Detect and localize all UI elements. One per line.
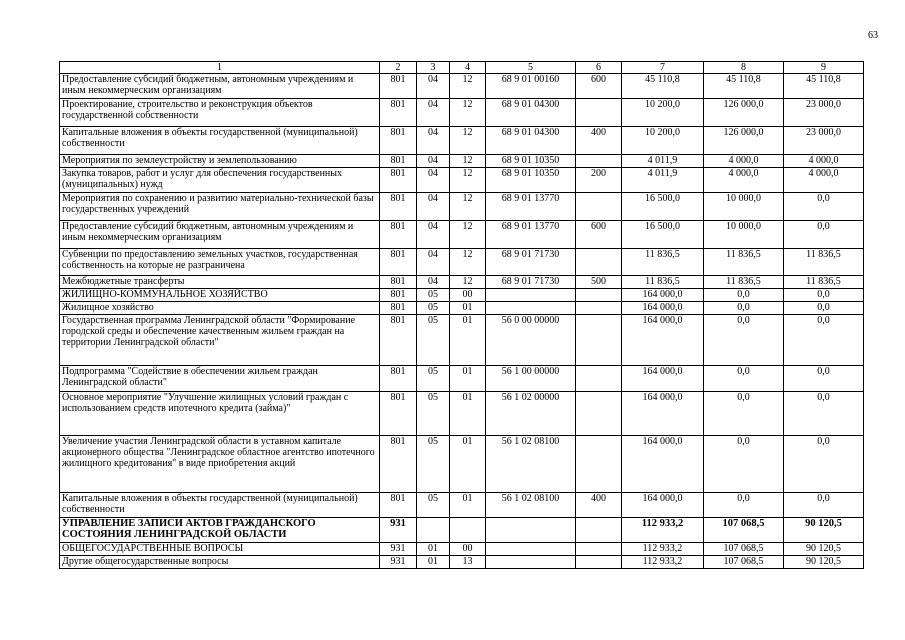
row-name-cell: Проектирование, строительство и реконструкция объектов государственной собственности bbox=[60, 99, 380, 127]
col-5-cell: 68 9 01 10350 bbox=[486, 168, 576, 193]
col-3-cell: 04 bbox=[417, 99, 450, 127]
col-9-cell: 11 836,5 bbox=[784, 276, 864, 289]
row-name-cell: Предоставление субсидий бюджетным, автономным учреждениям и иным некоммерческим организациям bbox=[60, 74, 380, 99]
col-3-cell: 04 bbox=[417, 249, 450, 276]
col-2-cell: 801 bbox=[380, 366, 417, 392]
col-2-cell: 931 bbox=[380, 543, 417, 556]
col-7-cell: 164 000,0 bbox=[622, 366, 704, 392]
col-8-cell: 4 000,0 bbox=[704, 168, 784, 193]
col-9-cell: 0,0 bbox=[784, 366, 864, 392]
col-6-cell bbox=[576, 315, 622, 366]
row-name-cell: Капитальные вложения в объекты государственной (муниципальной) собственности bbox=[60, 493, 380, 518]
row-name-cell: Закупка товаров, работ и услуг для обеспечения государственных (муниципальных) нужд bbox=[60, 168, 380, 193]
col-4-cell: 01 bbox=[450, 302, 486, 315]
row-name-cell: Подпрограмма "Содействие в обеспечении жильем граждан Ленинградской области" bbox=[60, 366, 380, 392]
col-4-cell: 01 bbox=[450, 315, 486, 366]
col-3-cell: 04 bbox=[417, 276, 450, 289]
header-cell: 7 bbox=[622, 62, 704, 74]
col-9-cell: 23 000,0 bbox=[784, 127, 864, 155]
row-name-cell: Мероприятия по сохранению и развитию материально-технической базы государственных учреждений bbox=[60, 193, 380, 221]
col-6-cell bbox=[576, 249, 622, 276]
table-row bbox=[60, 315, 864, 366]
table-row bbox=[60, 392, 864, 436]
col-2-cell: 801 bbox=[380, 289, 417, 302]
col-5-cell: 56 0 00 00000 bbox=[486, 315, 576, 366]
col-8-cell: 107 068,5 bbox=[704, 543, 784, 556]
col-2-cell: 801 bbox=[380, 127, 417, 155]
col-2-cell: 801 bbox=[380, 249, 417, 276]
table-row bbox=[60, 99, 864, 127]
col-5-cell: 56 1 02 08100 bbox=[486, 493, 576, 518]
table-row bbox=[60, 556, 864, 569]
table-row bbox=[60, 276, 864, 289]
table-body bbox=[60, 62, 864, 569]
col-5-cell: 56 1 02 00000 bbox=[486, 392, 576, 436]
col-7-cell: 16 500,0 bbox=[622, 193, 704, 221]
col-2-cell: 801 bbox=[380, 221, 417, 249]
col-8-cell: 0,0 bbox=[704, 289, 784, 302]
col-4-cell: 01 bbox=[450, 493, 486, 518]
col-4-cell bbox=[450, 518, 486, 543]
header-cell: 5 bbox=[486, 62, 576, 74]
row-name-cell: Увеличение участия Ленинградской области в уставном капитале акционерного общества "Ленинградское областное агентство ипотечного жилищного кредитования" в виде приобретения акций bbox=[60, 436, 380, 493]
col-4-cell: 12 bbox=[450, 127, 486, 155]
col-4-cell: 13 bbox=[450, 556, 486, 569]
col-5-cell bbox=[486, 518, 576, 543]
col-7-cell: 164 000,0 bbox=[622, 289, 704, 302]
table-row bbox=[60, 74, 864, 99]
col-8-cell: 10 000,0 bbox=[704, 221, 784, 249]
col-6-cell bbox=[576, 436, 622, 493]
col-9-cell: 0,0 bbox=[784, 315, 864, 366]
col-8-cell: 107 068,5 bbox=[704, 518, 784, 543]
col-8-cell: 0,0 bbox=[704, 493, 784, 518]
header-cell: 9 bbox=[784, 62, 864, 74]
col-4-cell: 12 bbox=[450, 193, 486, 221]
col-3-cell: 04 bbox=[417, 74, 450, 99]
col-2-cell: 931 bbox=[380, 556, 417, 569]
table-row bbox=[60, 168, 864, 193]
col-5-cell: 68 9 01 13770 bbox=[486, 193, 576, 221]
col-5-cell: 68 9 01 10350 bbox=[486, 155, 576, 168]
col-5-cell: 68 9 01 04300 bbox=[486, 127, 576, 155]
col-8-cell: 0,0 bbox=[704, 436, 784, 493]
col-5-cell: 56 1 02 08100 bbox=[486, 436, 576, 493]
col-7-cell: 11 836,5 bbox=[622, 249, 704, 276]
col-4-cell: 12 bbox=[450, 249, 486, 276]
table-row bbox=[60, 193, 864, 221]
col-6-cell bbox=[576, 193, 622, 221]
row-name-cell: Субвенции по предоставлению земельных участков, государственная собственность на которые не разграничена bbox=[60, 249, 380, 276]
col-6-cell bbox=[576, 302, 622, 315]
col-5-cell: 68 9 01 00160 bbox=[486, 74, 576, 99]
col-9-cell: 0,0 bbox=[784, 493, 864, 518]
col-3-cell: 04 bbox=[417, 155, 450, 168]
col-9-cell: 23 000,0 bbox=[784, 99, 864, 127]
col-6-cell bbox=[576, 556, 622, 569]
col-3-cell: 04 bbox=[417, 193, 450, 221]
table-row bbox=[60, 127, 864, 155]
col-3-cell: 04 bbox=[417, 127, 450, 155]
col-4-cell: 01 bbox=[450, 436, 486, 493]
col-2-cell: 801 bbox=[380, 74, 417, 99]
col-5-cell: 68 9 01 71730 bbox=[486, 276, 576, 289]
col-2-cell: 801 bbox=[380, 392, 417, 436]
budget-table bbox=[59, 61, 864, 569]
table-row bbox=[60, 366, 864, 392]
col-5-cell: 56 1 00 00000 bbox=[486, 366, 576, 392]
col-9-cell: 90 120,5 bbox=[784, 543, 864, 556]
col-8-cell: 126 000,0 bbox=[704, 99, 784, 127]
col-5-cell bbox=[486, 302, 576, 315]
col-7-cell: 45 110,8 bbox=[622, 74, 704, 99]
table-row bbox=[60, 493, 864, 518]
col-9-cell: 4 000,0 bbox=[784, 155, 864, 168]
col-7-cell: 164 000,0 bbox=[622, 392, 704, 436]
col-5-cell bbox=[486, 556, 576, 569]
col-2-cell: 801 bbox=[380, 302, 417, 315]
header-cell: 3 bbox=[417, 62, 450, 74]
col-7-cell: 10 200,0 bbox=[622, 99, 704, 127]
col-3-cell: 01 bbox=[417, 543, 450, 556]
col-8-cell: 0,0 bbox=[704, 315, 784, 366]
col-6-cell: 600 bbox=[576, 221, 622, 249]
row-name-cell: УПРАВЛЕНИЕ ЗАПИСИ АКТОВ ГРАЖДАНСКОГО СОСТОЯНИЯ ЛЕНИНГРАДСКОЙ ОБЛАСТИ bbox=[60, 518, 380, 543]
col-4-cell: 12 bbox=[450, 99, 486, 127]
col-3-cell: 05 bbox=[417, 436, 450, 493]
col-2-cell: 801 bbox=[380, 99, 417, 127]
col-7-cell: 164 000,0 bbox=[622, 436, 704, 493]
col-7-cell: 112 933,2 bbox=[622, 518, 704, 543]
col-9-cell: 90 120,5 bbox=[784, 556, 864, 569]
col-2-cell: 801 bbox=[380, 276, 417, 289]
row-name-cell: Другие общегосударственные вопросы bbox=[60, 556, 380, 569]
col-3-cell: 05 bbox=[417, 392, 450, 436]
col-2-cell: 801 bbox=[380, 168, 417, 193]
col-8-cell: 0,0 bbox=[704, 302, 784, 315]
col-6-cell: 400 bbox=[576, 493, 622, 518]
col-8-cell: 0,0 bbox=[704, 392, 784, 436]
col-2-cell: 801 bbox=[380, 436, 417, 493]
col-9-cell: 0,0 bbox=[784, 436, 864, 493]
col-3-cell: 05 bbox=[417, 302, 450, 315]
row-name-cell: Мероприятия по землеустройству и землепользованию bbox=[60, 155, 380, 168]
col-4-cell: 12 bbox=[450, 155, 486, 168]
col-8-cell: 4 000,0 bbox=[704, 155, 784, 168]
col-7-cell: 112 933,2 bbox=[622, 556, 704, 569]
table-row bbox=[60, 221, 864, 249]
col-8-cell: 0,0 bbox=[704, 366, 784, 392]
col-7-cell: 4 011,9 bbox=[622, 155, 704, 168]
col-4-cell: 12 bbox=[450, 168, 486, 193]
col-9-cell: 11 836,5 bbox=[784, 249, 864, 276]
col-4-cell: 01 bbox=[450, 392, 486, 436]
col-6-cell: 600 bbox=[576, 74, 622, 99]
col-2-cell: 801 bbox=[380, 155, 417, 168]
col-3-cell: 04 bbox=[417, 221, 450, 249]
col-6-cell: 200 bbox=[576, 168, 622, 193]
col-9-cell: 0,0 bbox=[784, 302, 864, 315]
col-6-cell: 500 bbox=[576, 276, 622, 289]
col-3-cell bbox=[417, 518, 450, 543]
col-9-cell: 0,0 bbox=[784, 193, 864, 221]
col-3-cell: 05 bbox=[417, 366, 450, 392]
table-row bbox=[60, 518, 864, 543]
header-cell: 8 bbox=[704, 62, 784, 74]
row-name-cell: ЖИЛИЩНО-КОММУНАЛЬНОЕ ХОЗЯЙСТВО bbox=[60, 289, 380, 302]
col-7-cell: 4 011,9 bbox=[622, 168, 704, 193]
row-name-cell: Предоставление субсидий бюджетным, автономным учреждениям и иным некоммерческим организациям bbox=[60, 221, 380, 249]
col-4-cell: 12 bbox=[450, 276, 486, 289]
col-6-cell bbox=[576, 99, 622, 127]
col-8-cell: 107 068,5 bbox=[704, 556, 784, 569]
col-5-cell: 68 9 01 04300 bbox=[486, 99, 576, 127]
col-5-cell: 68 9 01 13770 bbox=[486, 221, 576, 249]
col-3-cell: 05 bbox=[417, 493, 450, 518]
col-4-cell: 12 bbox=[450, 221, 486, 249]
col-2-cell: 801 bbox=[380, 193, 417, 221]
row-name-cell: Основное мероприятие "Улучшение жилищных условий граждан с использованием средств ипотечного кредита (займа)" bbox=[60, 392, 380, 436]
col-6-cell bbox=[576, 366, 622, 392]
col-8-cell: 126 000,0 bbox=[704, 127, 784, 155]
col-7-cell: 164 000,0 bbox=[622, 302, 704, 315]
table-row bbox=[60, 155, 864, 168]
col-9-cell: 0,0 bbox=[784, 392, 864, 436]
page-number: 63 bbox=[868, 30, 878, 41]
col-5-cell bbox=[486, 289, 576, 302]
col-4-cell: 00 bbox=[450, 543, 486, 556]
col-8-cell: 45 110,8 bbox=[704, 74, 784, 99]
col-9-cell: 0,0 bbox=[784, 289, 864, 302]
col-7-cell: 10 200,0 bbox=[622, 127, 704, 155]
col-3-cell: 04 bbox=[417, 168, 450, 193]
col-4-cell: 12 bbox=[450, 74, 486, 99]
header-cell: 6 bbox=[576, 62, 622, 74]
row-name-cell: Межбюджетные трансферты bbox=[60, 276, 380, 289]
col-9-cell: 4 000,0 bbox=[784, 168, 864, 193]
col-6-cell bbox=[576, 543, 622, 556]
col-3-cell: 05 bbox=[417, 315, 450, 366]
row-name-cell: Капитальные вложения в объекты государственной (муниципальной) собственности bbox=[60, 127, 380, 155]
row-name-cell: Жилищное хозяйство bbox=[60, 302, 380, 315]
col-6-cell bbox=[576, 289, 622, 302]
table-row bbox=[60, 289, 864, 302]
col-6-cell bbox=[576, 392, 622, 436]
col-3-cell: 05 bbox=[417, 289, 450, 302]
col-2-cell: 801 bbox=[380, 493, 417, 518]
header-cell: 2 bbox=[380, 62, 417, 74]
col-5-cell: 68 9 01 71730 bbox=[486, 249, 576, 276]
col-2-cell: 801 bbox=[380, 315, 417, 366]
col-4-cell: 01 bbox=[450, 366, 486, 392]
col-6-cell bbox=[576, 518, 622, 543]
row-name-cell: Государственная программа Ленинградской области "Формирование городской среды и обеспечение качественным жильем граждан на территории Ленинградской области" bbox=[60, 315, 380, 366]
table-row bbox=[60, 436, 864, 493]
row-name-cell: ОБЩЕГОСУДАРСТВЕННЫЕ ВОПРОСЫ bbox=[60, 543, 380, 556]
col-3-cell: 01 bbox=[417, 556, 450, 569]
col-9-cell: 45 110,8 bbox=[784, 74, 864, 99]
col-7-cell: 164 000,0 bbox=[622, 493, 704, 518]
table-row bbox=[60, 249, 864, 276]
table-row bbox=[60, 543, 864, 556]
col-6-cell: 400 bbox=[576, 127, 622, 155]
col-9-cell: 90 120,5 bbox=[784, 518, 864, 543]
header-cell: 1 bbox=[60, 62, 380, 74]
col-7-cell: 11 836,5 bbox=[622, 276, 704, 289]
table-row bbox=[60, 302, 864, 315]
header-cell: 4 bbox=[450, 62, 486, 74]
col-9-cell: 0,0 bbox=[784, 221, 864, 249]
col-8-cell: 11 836,5 bbox=[704, 249, 784, 276]
table-header-row bbox=[60, 62, 864, 74]
col-2-cell: 931 bbox=[380, 518, 417, 543]
col-8-cell: 10 000,0 bbox=[704, 193, 784, 221]
col-6-cell bbox=[576, 155, 622, 168]
col-4-cell: 00 bbox=[450, 289, 486, 302]
col-7-cell: 164 000,0 bbox=[622, 315, 704, 366]
col-5-cell bbox=[486, 543, 576, 556]
col-8-cell: 11 836,5 bbox=[704, 276, 784, 289]
col-7-cell: 112 933,2 bbox=[622, 543, 704, 556]
col-7-cell: 16 500,0 bbox=[622, 221, 704, 249]
